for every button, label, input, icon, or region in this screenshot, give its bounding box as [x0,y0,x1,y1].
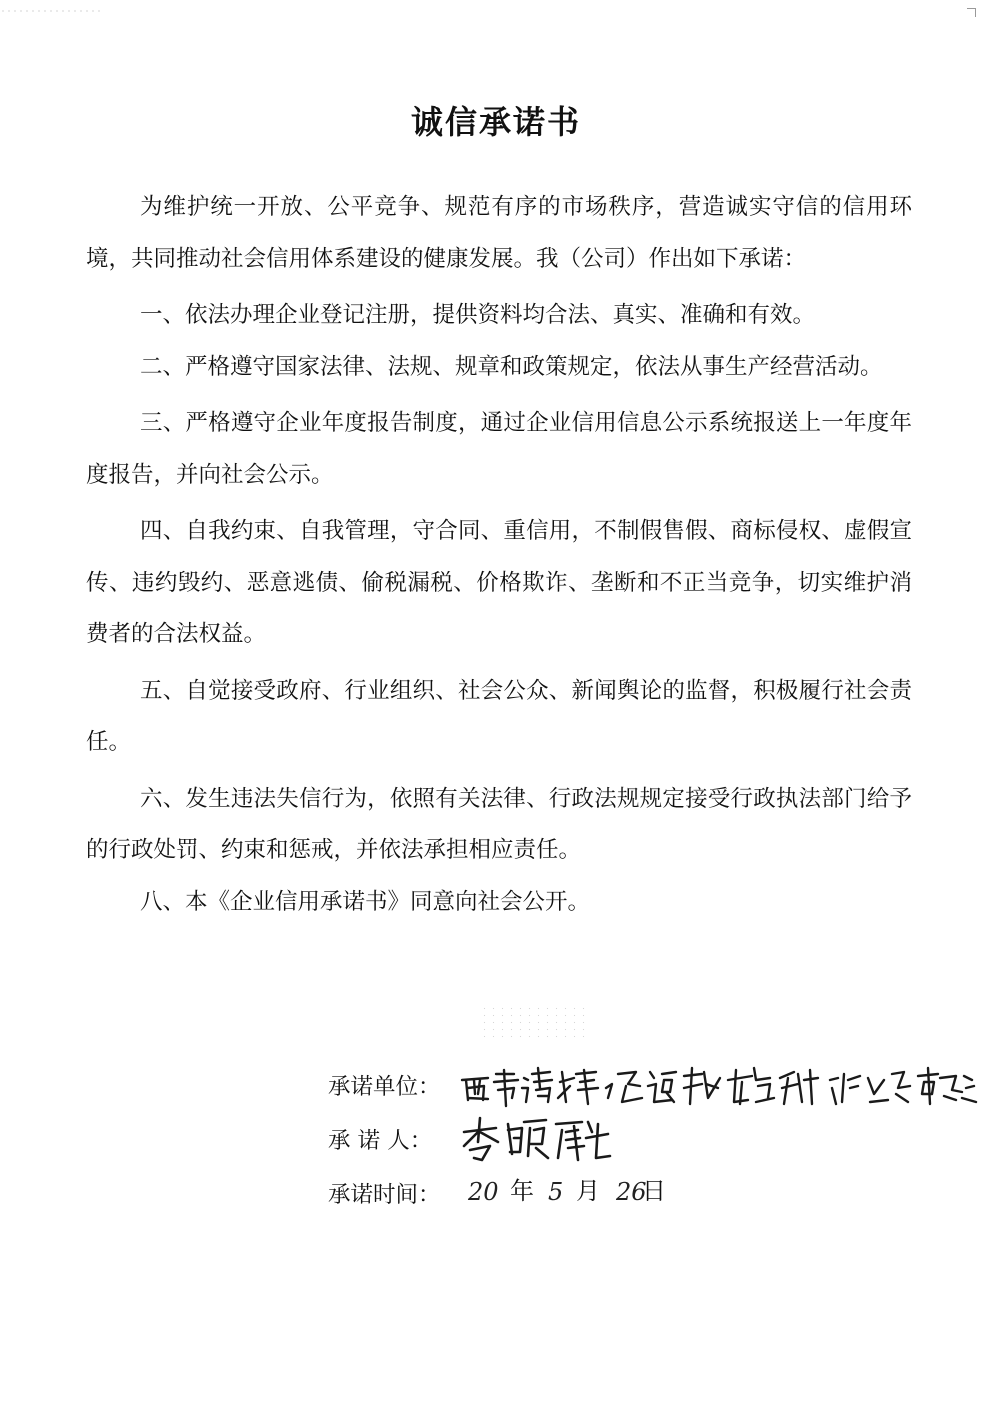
date-month-handwritten: 5 [548,1178,564,1206]
signature-person-row [328,1112,968,1166]
paragraph-item-6: 六、发生违法失信行为，依照有关法律、行政法规规定接受行政执法部门给予的行政处罚、约束和惩戒，并依法承担相应责任。 [86,785,912,863]
document-body [86,182,912,928]
scan-corner-mark [967,8,976,17]
person-label: 承 诺 人： [328,1128,433,1154]
date-month-char: 月 [576,1177,600,1205]
signature-block [328,1058,968,1220]
scan-speckle [480,1005,590,1040]
date-value [458,1166,968,1220]
person-handwritten-signature [458,1112,968,1166]
signature-unit-row [328,1058,968,1112]
date-day-handwritten: 26 [616,1178,647,1206]
paragraph-item-8: 八、本《企业信用承诺书》同意向社会公开。 [140,888,591,915]
date-label: 承诺时间： [328,1182,441,1208]
paragraph-item-1: 一、依法办理企业登记注册，提供资料均合法、真实、准确和有效。 [140,302,816,328]
scan-artifact [0,10,100,12]
document-title: 诚信承诺书 [410,103,581,141]
date-year-char: 年 [510,1177,534,1205]
signature-date-row [328,1166,968,1220]
unit-handwriting-image [458,1058,978,1112]
paragraph-item-4: 四、自我约束、自我管理，守合同、重信用，不制假售假、商标侵权、虚假宣传、违约毁约、恶意逃债、偷税漏税、价格欺诈、垄断和不正当竞争，切实维护消费者的合法权益。 [86,518,912,647]
paragraph-item-5: 五、自觉接受政府、行业组织、社会公众、新闻舆论的监督，积极履行社会责任。 [86,677,912,755]
unit-label: 承诺单位： [328,1074,441,1100]
date-year-handwritten: 20 [468,1178,499,1206]
unit-handwritten-signature [458,1058,968,1112]
paragraph-item-3: 三、严格遵守企业年度报告制度，通过企业信用信息公示系统报送上一年度年度报告，并向社会公示。 [86,410,912,488]
date-day-char: 日 [642,1177,666,1205]
paragraph-item-2: 二、严格遵守国家法律、法规、规章和政策规定，依法从事生产经营活动。 [140,353,883,380]
person-handwriting-image [458,1112,638,1166]
paragraph-intro: 为维护统一开放、公平竞争、规范有序的市场秩序，营造诚实守信的信用环境，共同推动社会信用体系建设的健康发展。我（公司）作出如下承诺： [86,194,912,272]
